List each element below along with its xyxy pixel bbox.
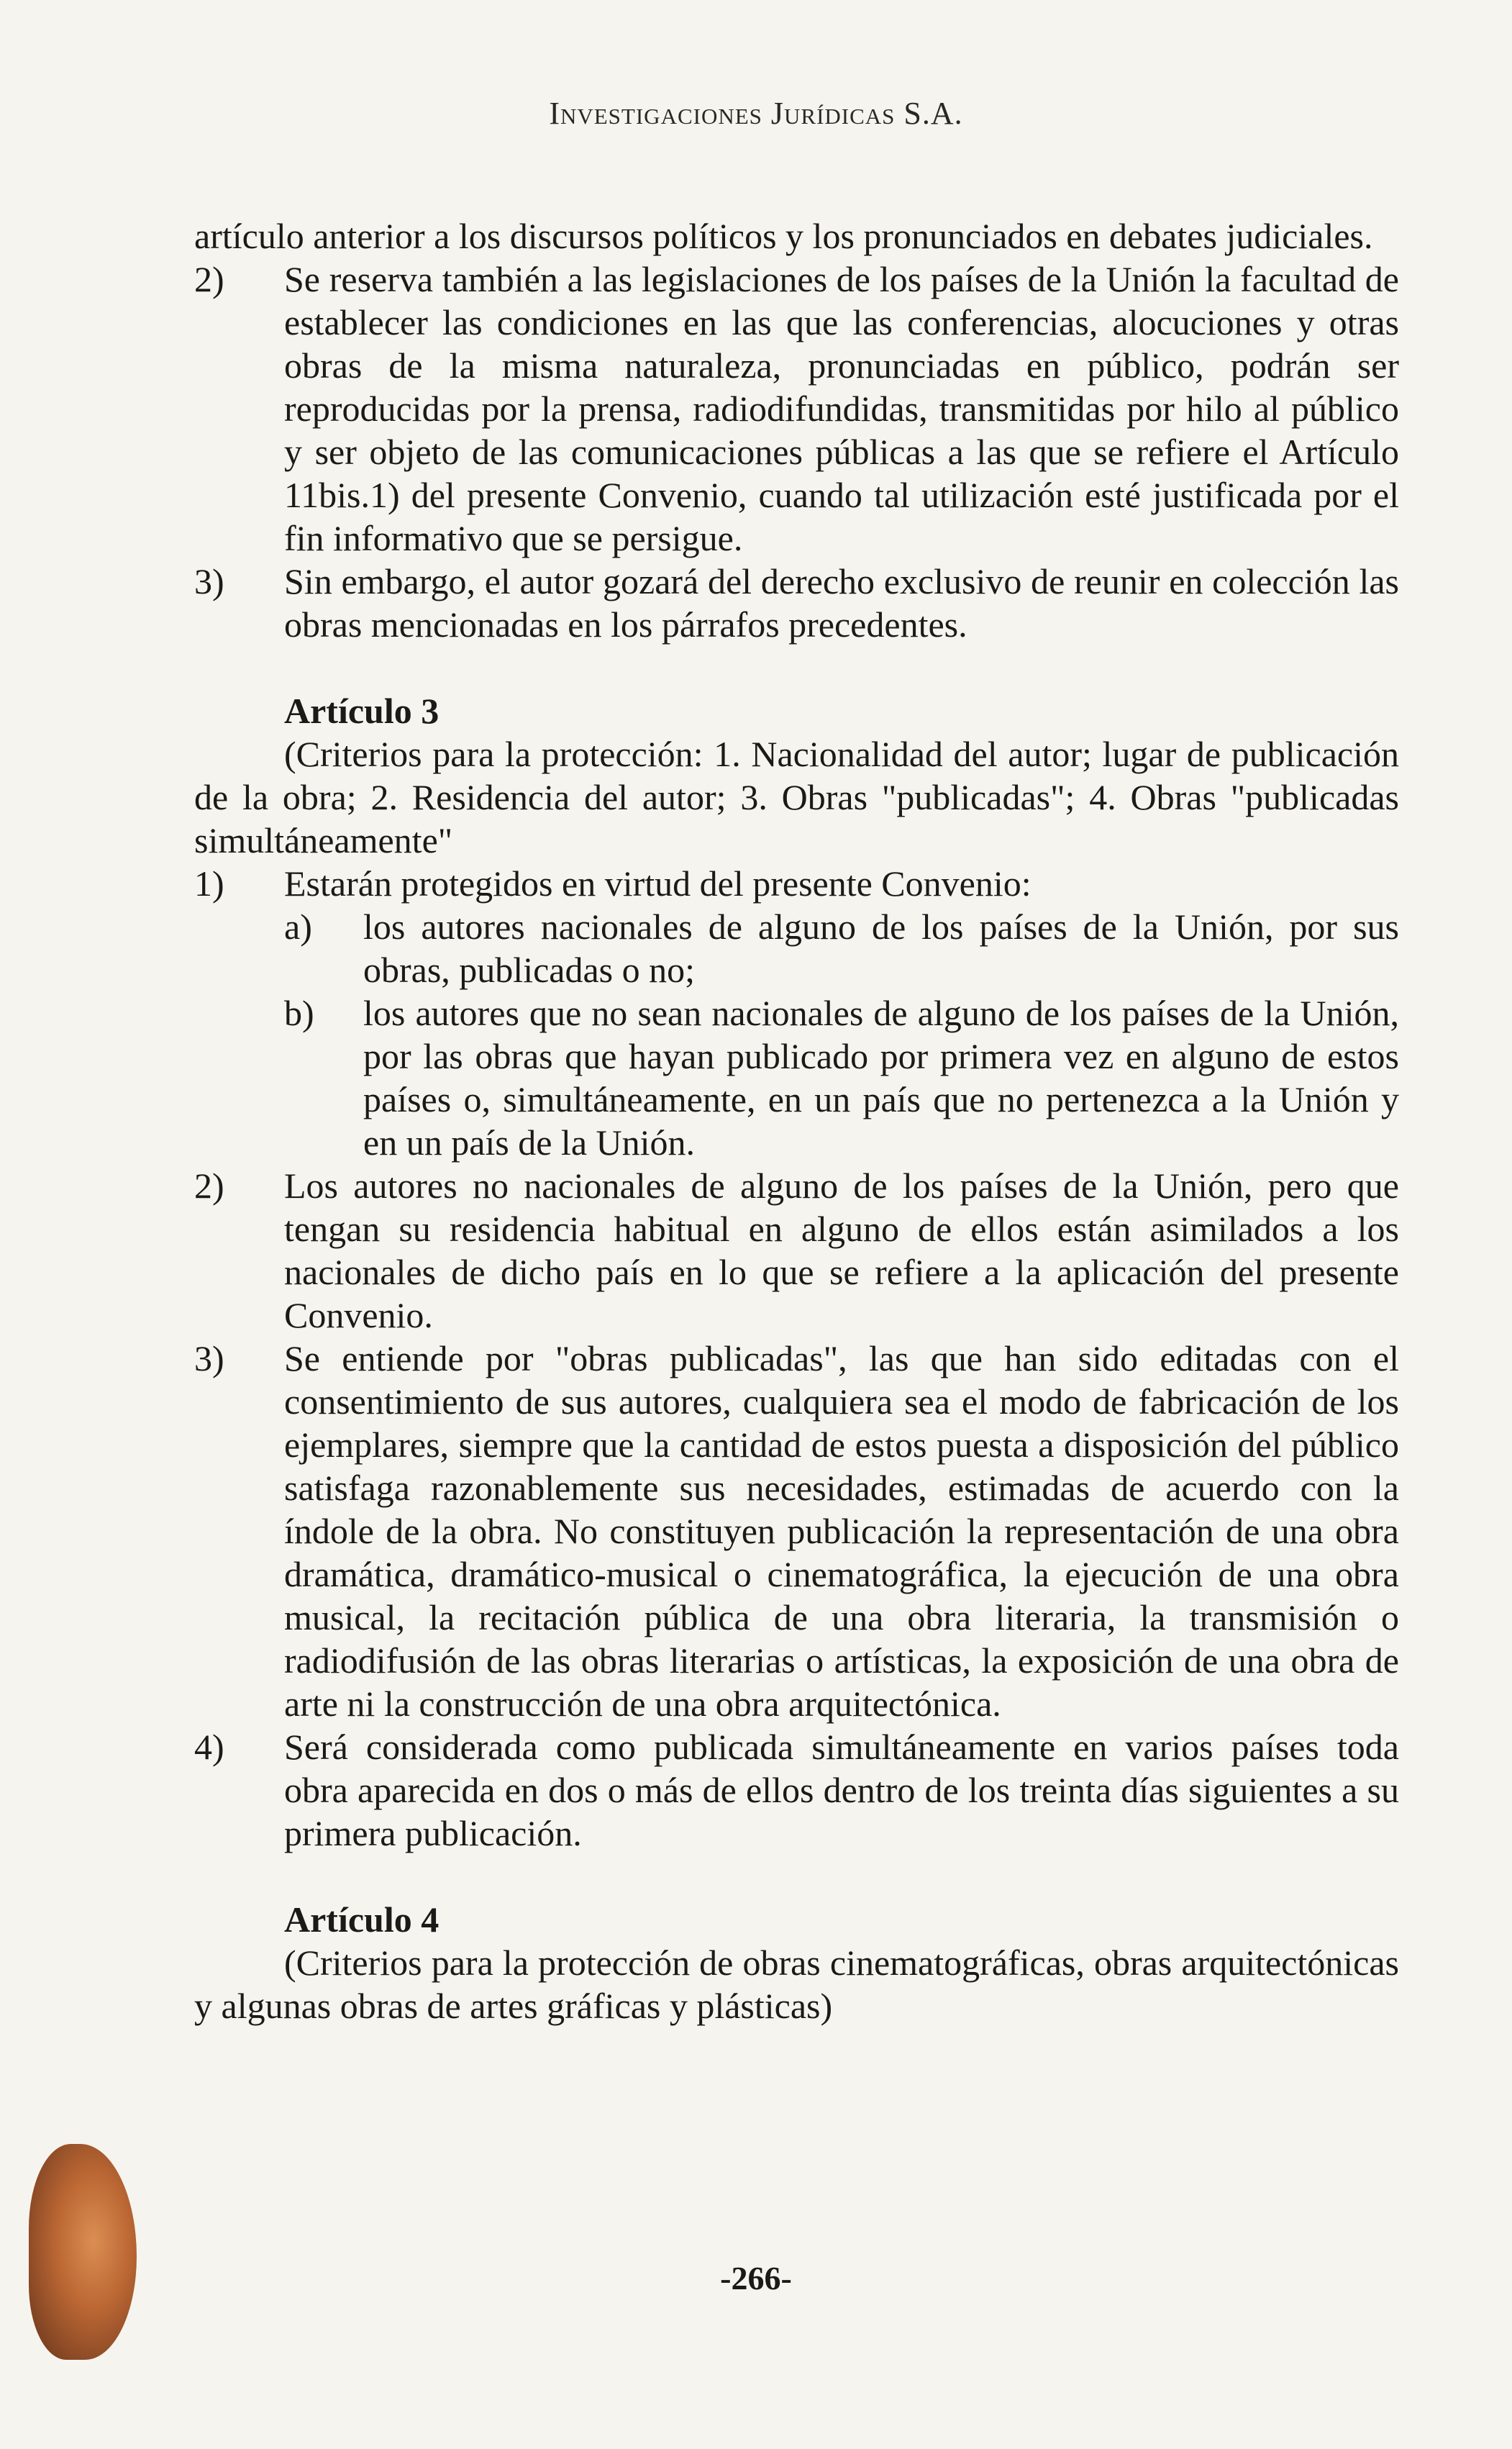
item-number: 1) [194,863,224,904]
page-body [194,214,1399,2027]
sub-item-text: los autores nacionales de alguno de los países de la Unión, por sus obras, publicadas o no; [363,907,1399,990]
list-item [194,1164,1399,1337]
running-head: Investigaciones Jurídicas S.A. [549,96,963,131]
item-text: Será considerada como publicada simultáneamente en varios países toda obra aparecida en dos o más de ellos dentro de los treinta días siguientes a su primera publicación. [284,1727,1399,1853]
item-number: 4) [194,1727,224,1767]
sub-item-label: a) [284,907,312,947]
item-number: 3) [194,1338,224,1378]
list-item [194,560,1399,646]
item-text: Se reserva también a las legislaciones de los países de la Unión la facultad de establecer las condiciones en las que las conferencias, alocuciones y otras obras de la misma naturaleza, pronunciadas en público, podrán ser reproducidas por la prensa, radiodifundidas, transmitidas por hilo al público y ser objeto de las comunicaciones públicas a las que se refiere el Artículo 11bis.1) del presente Convenio, cuando tal utilización esté justificada por el fin informativo que se persigue. [284,259,1399,558]
item-number: 2) [194,1166,224,1206]
sub-item [194,991,1399,1164]
item-text: Los autores no nacionales de alguno de los países de la Unión, pero que tengan su residencia habitual en alguno de ellos están asimilados a los nacionales de dicho país en lo que se refiere a la aplicación del presente Convenio. [284,1166,1399,1335]
list-item [194,1725,1399,1855]
list-item [194,862,1399,905]
sub-item [194,905,1399,991]
item-text: Estarán protegidos en virtud del presente Convenio: [284,863,1031,904]
item-text: Sin embargo, el autor gozará del derecho exclusivo de reunir en colección las obras mencionadas en los párrafos precedentes. [284,561,1399,645]
item-number: 3) [194,561,224,601]
article-title: Artículo 3 [284,691,440,731]
item-text: Se entiende por "obras publicadas", las que han sido editadas con el consentimiento de sus autores, cualquiera sea el modo de fabricación de los ejemplares, siempre que la cantidad de estos puesta a disposición del público satisfaga razonablemente sus necesidades, estimadas de acuerdo con la índole de la obra. No constituyen publicación la representación de una obra dramática, dramático-musical o cinematográfica, la ejecución de una obra musical, la recitación pública de una obra literaria, la transmisión o radiodifusión de las obras literarias o artísticas, la exposición de una obra de arte ni la construcción de una obra arquitectónica. [284,1338,1399,1724]
list-item [194,258,1399,560]
sub-item-text: los autores que no sean nacionales de alguno de los países de la Unión, por las obras que hayan publicado por primera vez en alguno de estos países o, simultáneamente, en un país que no pertenezca a la Unión y en un país de la Unión. [363,993,1399,1163]
article-criteria: (Criterios para la protección: 1. Nacionalidad del autor; lugar de publicación de la obra; 2. Residencia del autor; 3. Obras "publicadas"; 4. Obras "publicadas simultáneamente" [194,734,1399,860]
page-number: -266- [720,2260,792,2296]
item-number: 2) [194,259,224,299]
article-criteria: (Criterios para la protección de obras cinematográficas, obras arquitectónicas y algunas obras de artes gráficas y plásticas) [194,1943,1399,2026]
sub-item-label: b) [284,993,314,1033]
article-title: Artículo 4 [284,1899,440,1940]
finger-shadow [29,2144,137,2360]
list-item [194,1337,1399,1725]
continuation-paragraph: artículo anterior a los discursos políticos y los pronunciados en debates judiciales. [194,216,1373,256]
